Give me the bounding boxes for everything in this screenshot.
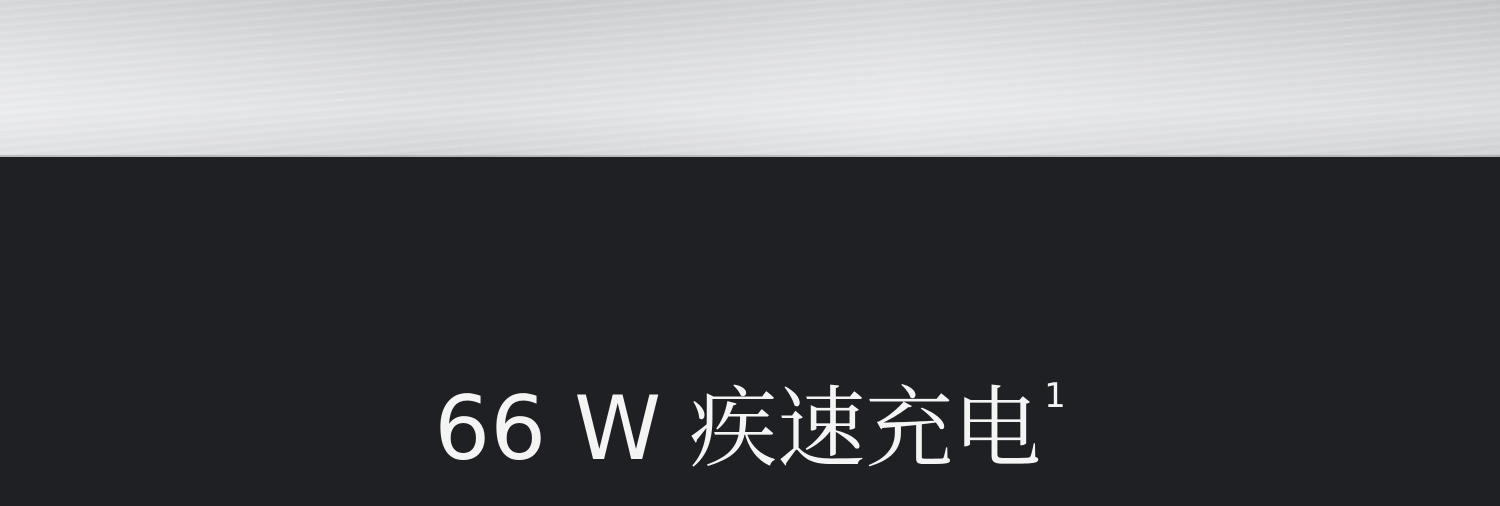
headline-text: 66 W 疾速充电 [434,377,1042,480]
footnote-marker: 1 [1044,376,1066,416]
charging-headline [0,376,1500,480]
silver-texture-band [0,0,1500,157]
